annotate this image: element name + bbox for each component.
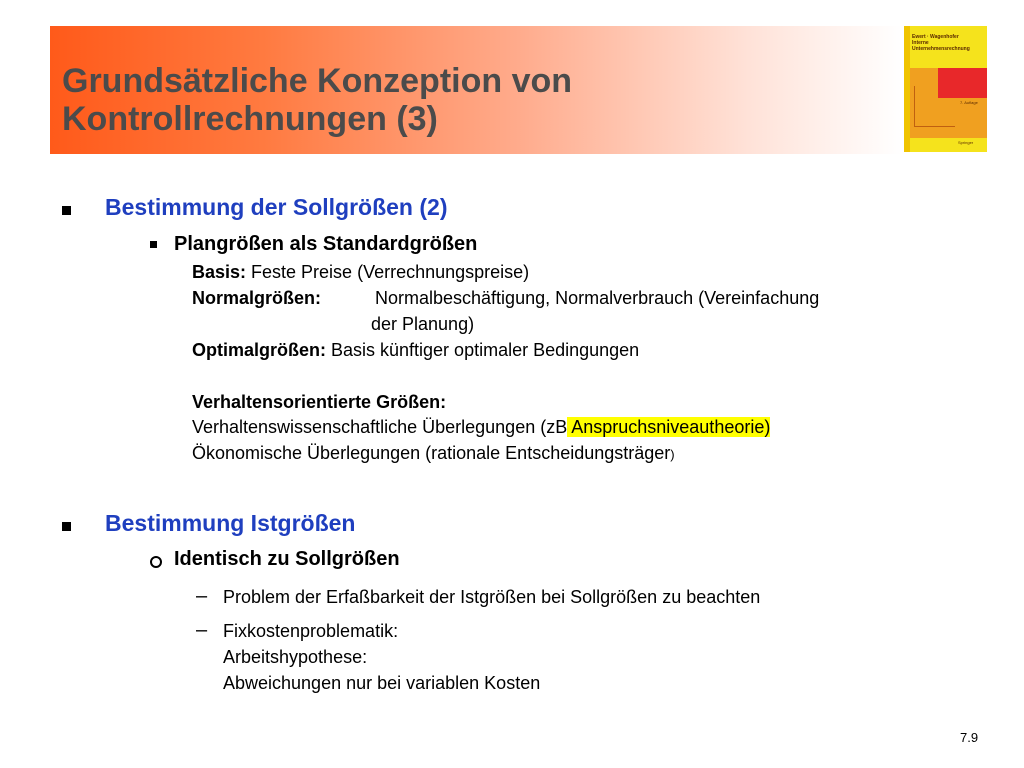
- normal-label: Normalgrößen:: [192, 288, 322, 308]
- book-title-line-1: Interne: [912, 40, 929, 46]
- optimal-text: Basis künftiger optimaler Bedingungen: [326, 340, 640, 360]
- title-line-1: Grundsätzliche Konzeption von: [62, 62, 573, 100]
- section2-heading: Bestimmung Istgrößen: [105, 510, 356, 536]
- section1-subheading: Plangrößen als Standardgrößen: [174, 233, 478, 255]
- verhalten-line-1-text: Verhaltenswissenschaftliche Überlegungen (zB: [192, 417, 568, 437]
- verhalten-line-2: [192, 443, 675, 464]
- normal-text-continued: der Planung): [371, 314, 475, 334]
- dash-item-2-line-2: Arbeitshypothese:: [223, 647, 368, 667]
- optimal-label: Optimalgrößen:: [192, 340, 326, 360]
- normal-text: Normalbeschäftigung, Normalverbrauch (Vereinfachung: [375, 288, 820, 308]
- optimal-line: [192, 340, 639, 361]
- book-edition: 7. Auflage: [960, 100, 978, 105]
- verhalten-line-1: [192, 417, 770, 438]
- square-bullet-icon: [62, 522, 71, 531]
- square-bullet-icon: [150, 241, 157, 248]
- page-number: 7.9: [960, 730, 979, 745]
- book-title-line-2: Unternehmensrechnung: [912, 46, 970, 52]
- section1-heading: Bestimmung der Sollgrößen (2): [105, 194, 448, 220]
- section2-subheading: Identisch zu Sollgrößen: [174, 548, 400, 570]
- verhalten-label: Verhaltensorientierte Größen:: [192, 392, 447, 412]
- dash-item-2-line-1: Fixkostenproblematik:: [223, 621, 399, 641]
- verhalten-line-2-paren: ): [670, 447, 675, 462]
- highlighted-theory: Anspruchsniveautheorie): [567, 417, 771, 437]
- book-authors: Ewert · Wagenhofer: [912, 34, 959, 40]
- book-publisher: Springer: [958, 140, 974, 145]
- square-bullet-icon: [62, 206, 71, 215]
- slide-title: [62, 62, 882, 138]
- dash-bullet-icon: –: [196, 585, 208, 607]
- book-cover-curve: [914, 86, 955, 127]
- title-line-2: Kontrollrechnungen (3): [62, 100, 438, 138]
- circle-bullet-icon: [150, 556, 162, 568]
- verhalten-line-2-text: Ökonomische Überlegungen (rationale Entscheidungsträger: [192, 443, 671, 463]
- dash-item-1: Problem der Erfaßbarkeit der Istgrößen bei Sollgrößen zu beachten: [223, 587, 761, 607]
- dash-bullet-icon: –: [196, 619, 208, 641]
- book-cover-image: [904, 26, 987, 152]
- basis-line: [192, 262, 529, 283]
- basis-label: Basis:: [192, 262, 247, 282]
- book-cover-header: [912, 34, 984, 52]
- basis-text: Feste Preise (Verrechnungspreise): [246, 262, 530, 282]
- dash-item-2-line-3: Abweichungen nur bei variablen Kosten: [223, 673, 541, 693]
